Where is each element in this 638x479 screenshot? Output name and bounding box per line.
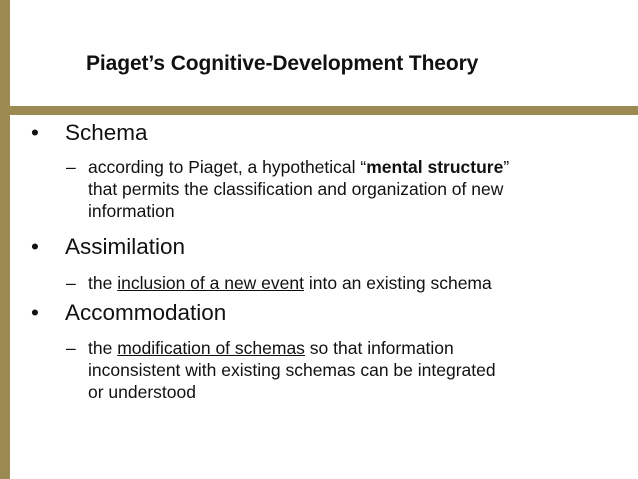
sub-accommodation: [66, 337, 496, 403]
sub-marker: –: [66, 338, 76, 358]
assimilation-pre: the: [88, 273, 118, 293]
title-divider: [10, 106, 638, 115]
bullet-accommodation-heading: Accommodation: [65, 300, 227, 325]
bullet-assimilation-heading: Assimilation: [65, 234, 186, 259]
schema-line3: information: [88, 201, 175, 221]
bullet-assimilation: [31, 234, 185, 260]
schema-line1-bold: mental structure: [366, 157, 504, 177]
sub-marker: –: [66, 273, 76, 293]
sub-accommodation-text: [88, 337, 496, 403]
bullet-marker: •: [31, 120, 39, 145]
schema-line1-pre: according to Piaget, a hypothetical “: [88, 157, 367, 177]
accommodation-line2: inconsistent with existing schemas can be integrated: [88, 360, 496, 380]
sub-marker: –: [66, 157, 76, 177]
accommodation-underlined: modification of schemas: [117, 338, 305, 358]
bullet-marker: •: [31, 234, 39, 259]
slide-title: Piaget’s Cognitive-Development Theory: [86, 52, 479, 75]
accommodation-pre: the: [88, 338, 118, 358]
accommodation-line3: or understood: [88, 382, 196, 402]
left-accent-bar: [0, 0, 10, 479]
accommodation-post: so that information: [304, 338, 454, 358]
sub-schema: [66, 156, 509, 222]
sub-assimilation: [66, 272, 492, 294]
bullet-accommodation: [31, 300, 226, 326]
bullet-marker: •: [31, 300, 39, 325]
assimilation-post: into an existing schema: [304, 273, 492, 293]
bullet-schema-heading: Schema: [65, 120, 148, 145]
sub-assimilation-text: [88, 272, 492, 294]
bullet-schema: [31, 120, 148, 146]
assimilation-underlined: inclusion of a new event: [117, 273, 304, 293]
schema-line1-post: ”: [503, 157, 510, 177]
sub-schema-text: [88, 156, 509, 222]
schema-line2: that permits the classification and organization of new: [88, 179, 504, 199]
